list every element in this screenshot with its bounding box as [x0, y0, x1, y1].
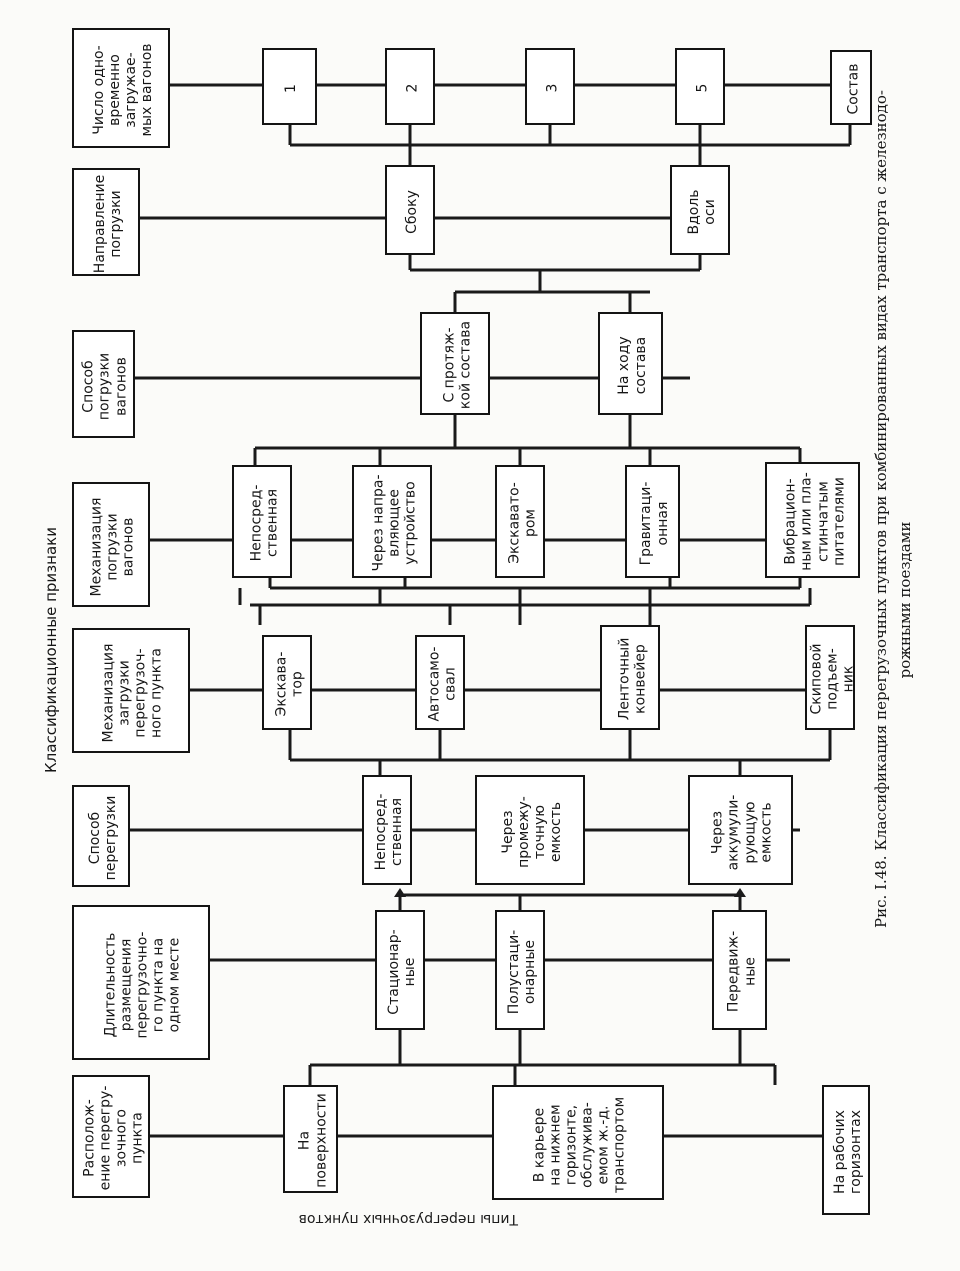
wagon-mech-guide: Через напра- вляющее устройство — [352, 465, 432, 578]
point-loading-excavator: Экскава- тор — [262, 635, 312, 730]
location-pit-lower: В карьере на нижнем горизонте, обслужива- емом ж.-д. транспортом — [492, 1085, 664, 1200]
wagon-mech-direct: Непосред- ственная — [232, 465, 292, 578]
point-loading-dump-truck: Автосамо- свал — [415, 635, 465, 730]
header-count: Число одно- временно загружае- мых вагонов — [72, 28, 170, 148]
method-intermediate: Через промежу- точную емкость — [475, 775, 585, 885]
transfer-point-types-label: Типы перегрузочных пунктов — [298, 1211, 518, 1227]
header-wagon-mech: Механизация погрузки вагонов — [72, 482, 150, 607]
header-duration: Длительность размещения перегрузочно- го пункта на одном месте — [72, 905, 210, 1060]
point-loading-skip-hoist: Скиповой подъем- ник — [805, 625, 855, 730]
count-1: 1 — [262, 48, 317, 125]
duration-stationary: Стационар- ные — [375, 910, 425, 1030]
location-working-horizons: На рабочих горизонтах — [822, 1085, 870, 1215]
count-2: 2 — [385, 48, 435, 125]
classification-features-label: Классификационные признаки — [42, 527, 61, 773]
location-surface: На поверхности — [283, 1085, 338, 1193]
wagon-method-pulling: С протяж- кой состава — [420, 312, 490, 415]
header-direction: Направление погрузки — [72, 168, 140, 276]
wagon-mech-excavator: Экскавато- ром — [495, 465, 545, 578]
duration-mobile: Передвиж- ные — [712, 910, 767, 1030]
figure-caption-line2: рожными поездами — [896, 521, 915, 679]
method-accumulating: Через аккумули- рующую емкость — [688, 775, 793, 885]
count-3: 3 — [525, 48, 575, 125]
wagon-mech-feeders: Вибрацион- ным или пла- стинчатым питателями — [765, 462, 860, 578]
duration-semi-stationary: Полустаци- онарные — [495, 910, 545, 1030]
direction-along-axis: Вдоль оси — [670, 165, 730, 255]
figure-caption-line1: Рис. I.48. Классификация перегрузочных пунктов при комбинированных видах транспорта с железнодо- — [872, 90, 891, 928]
header-location: Располож- ение перегру- зочного пункта — [72, 1075, 150, 1198]
wagon-mech-gravity: Гравитаци- онная — [625, 465, 680, 578]
header-method: Способ перегрузки — [72, 785, 130, 887]
count-train: Состав — [830, 50, 872, 125]
method-direct: Непосред- ственная — [362, 775, 412, 885]
wagon-method-moving: На ходу состава — [598, 312, 663, 415]
header-point-loading: Механизация загрузки перегрузоч- ного пункта — [72, 628, 190, 753]
count-5: 5 — [675, 48, 725, 125]
header-wagon-method: Способ погрузки вагонов — [72, 330, 135, 438]
direction-side: Сбоку — [385, 165, 435, 255]
point-loading-conveyor: Ленточный конвейер — [600, 625, 660, 730]
